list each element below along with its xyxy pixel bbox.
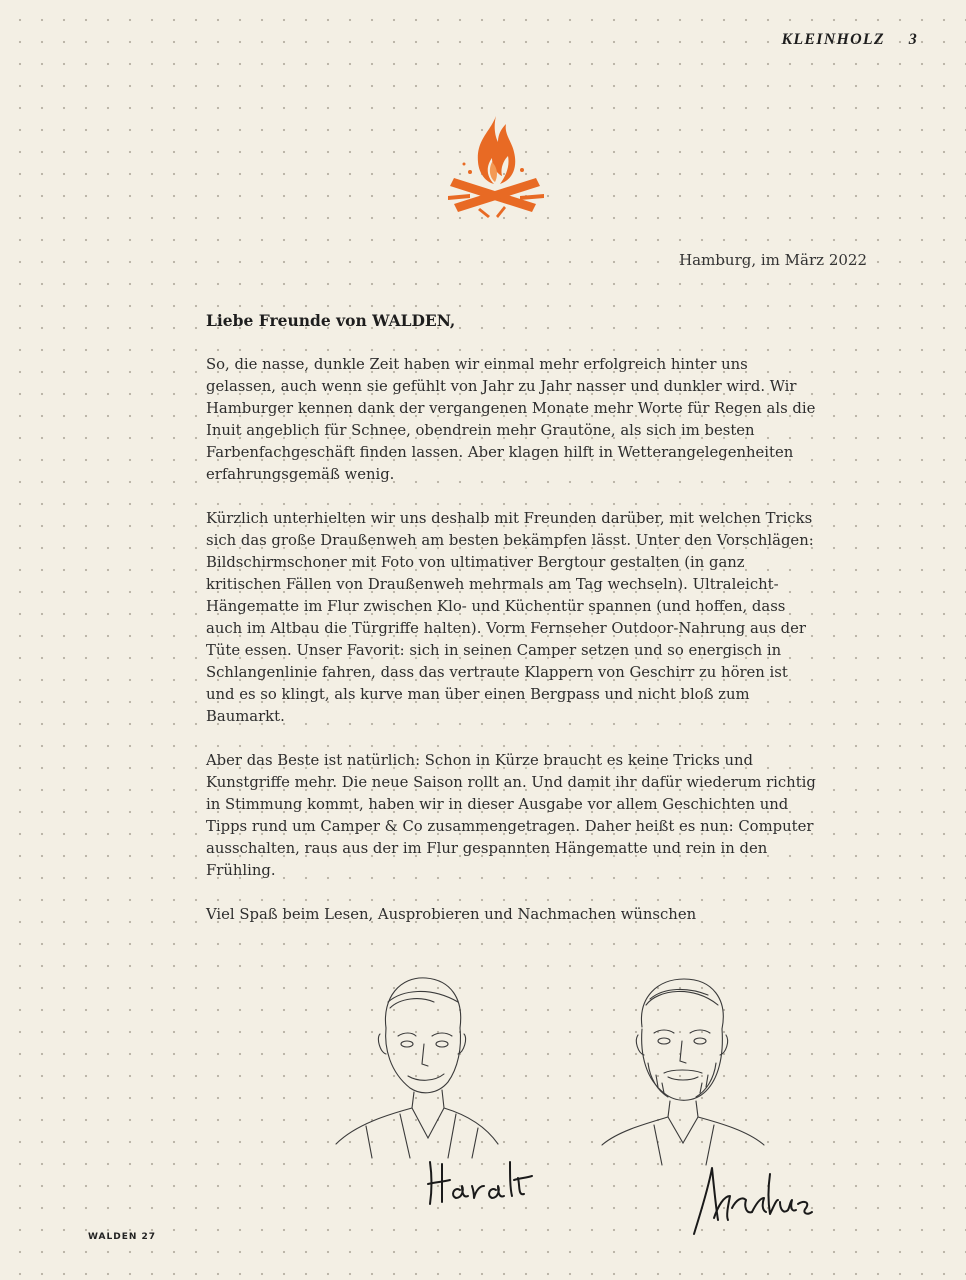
- dateline: Hamburg, im März 2022: [679, 251, 867, 269]
- letter-paragraph: Kürzlich unterhielten wir uns deshalb mit Freunden darüber, mit welchen Tricks sich das große Draußenweh am besten bekämpfen lässt. Unter den Vorschlägen: Bildschirmschoner mit Foto von ultimativer Bergtour gestalten (in ganz kritischen Fällen von Draußenweh mehrmals am Tag wechseln). Ultraleicht-Hängematte im Flur zwischen Klo- und Küchentür spannen (und hoffen, dass auch im Altbau die Türgriffe halten). Vorm Fernseher Outdoor-Nahrung aus der Tüte essen. Unser Favorit: sich in seinen Camper setzen und so energisch in Schlangenlinie fahren, dass das vertraute Klappern von Geschirr zu hören ist und es so klingt, als kurve man über einen Bergpass und nicht bloß zum Baumarkt.: [206, 510, 814, 725]
- letter-greeting: Liebe Freunde von WALDEN,: [206, 311, 456, 330]
- campfire-icon: [440, 112, 550, 222]
- letter-paragraph: Aber das Beste ist natürlich: Schon in Kürze braucht es keine Tricks und Kunstgriffe mehr. Die neue Saison rollt an. Und damit ihr dafür wiederum richtig in Stimmung kommt, haben wir in dieser Ausgabe vor allem Geschichten und Tipps rund um Camper & Co zusammengetragen. Daher heißt es nun: Computer ausschalten, raus aus der im Flur gespannten Hängematte und rein in den Frühling.: [206, 752, 816, 879]
- signature-harald: [420, 1150, 540, 1210]
- portrait-harald: [330, 968, 500, 1168]
- portrait-markus: [598, 975, 768, 1175]
- signature-markus: [688, 1160, 818, 1240]
- footer-magazine: WALDEN: [88, 1232, 138, 1242]
- section-title: KLEINHOLZ: [781, 31, 885, 48]
- footer-issue: 27: [141, 1232, 157, 1242]
- letter-body: [206, 310, 816, 948]
- page-header: [782, 31, 918, 49]
- letter-paragraph: So, die nasse, dunkle Zeit haben wir einmal mehr erfolgreich hinter uns gelassen, auch wenn sie gefühlt von Jahr zu Jahr nasser und dunkler wird. Wir Hamburger kennen dank der vergangenen Monate mehr Worte für Regen als die Inuit angeblich für Schnee, obendrein mehr Grautöne, als sich im besten Farbenfachgeschäft finden lassen. Aber klagen hilft in Wetterangelegenheiten erfahrungsgemäß wenig.: [206, 356, 816, 483]
- page-number: 3: [908, 31, 918, 48]
- letter-closing: Viel Spaß beim Lesen, Ausprobieren und Nachmachen wünschen: [206, 906, 697, 923]
- footer-folio: [88, 1232, 156, 1242]
